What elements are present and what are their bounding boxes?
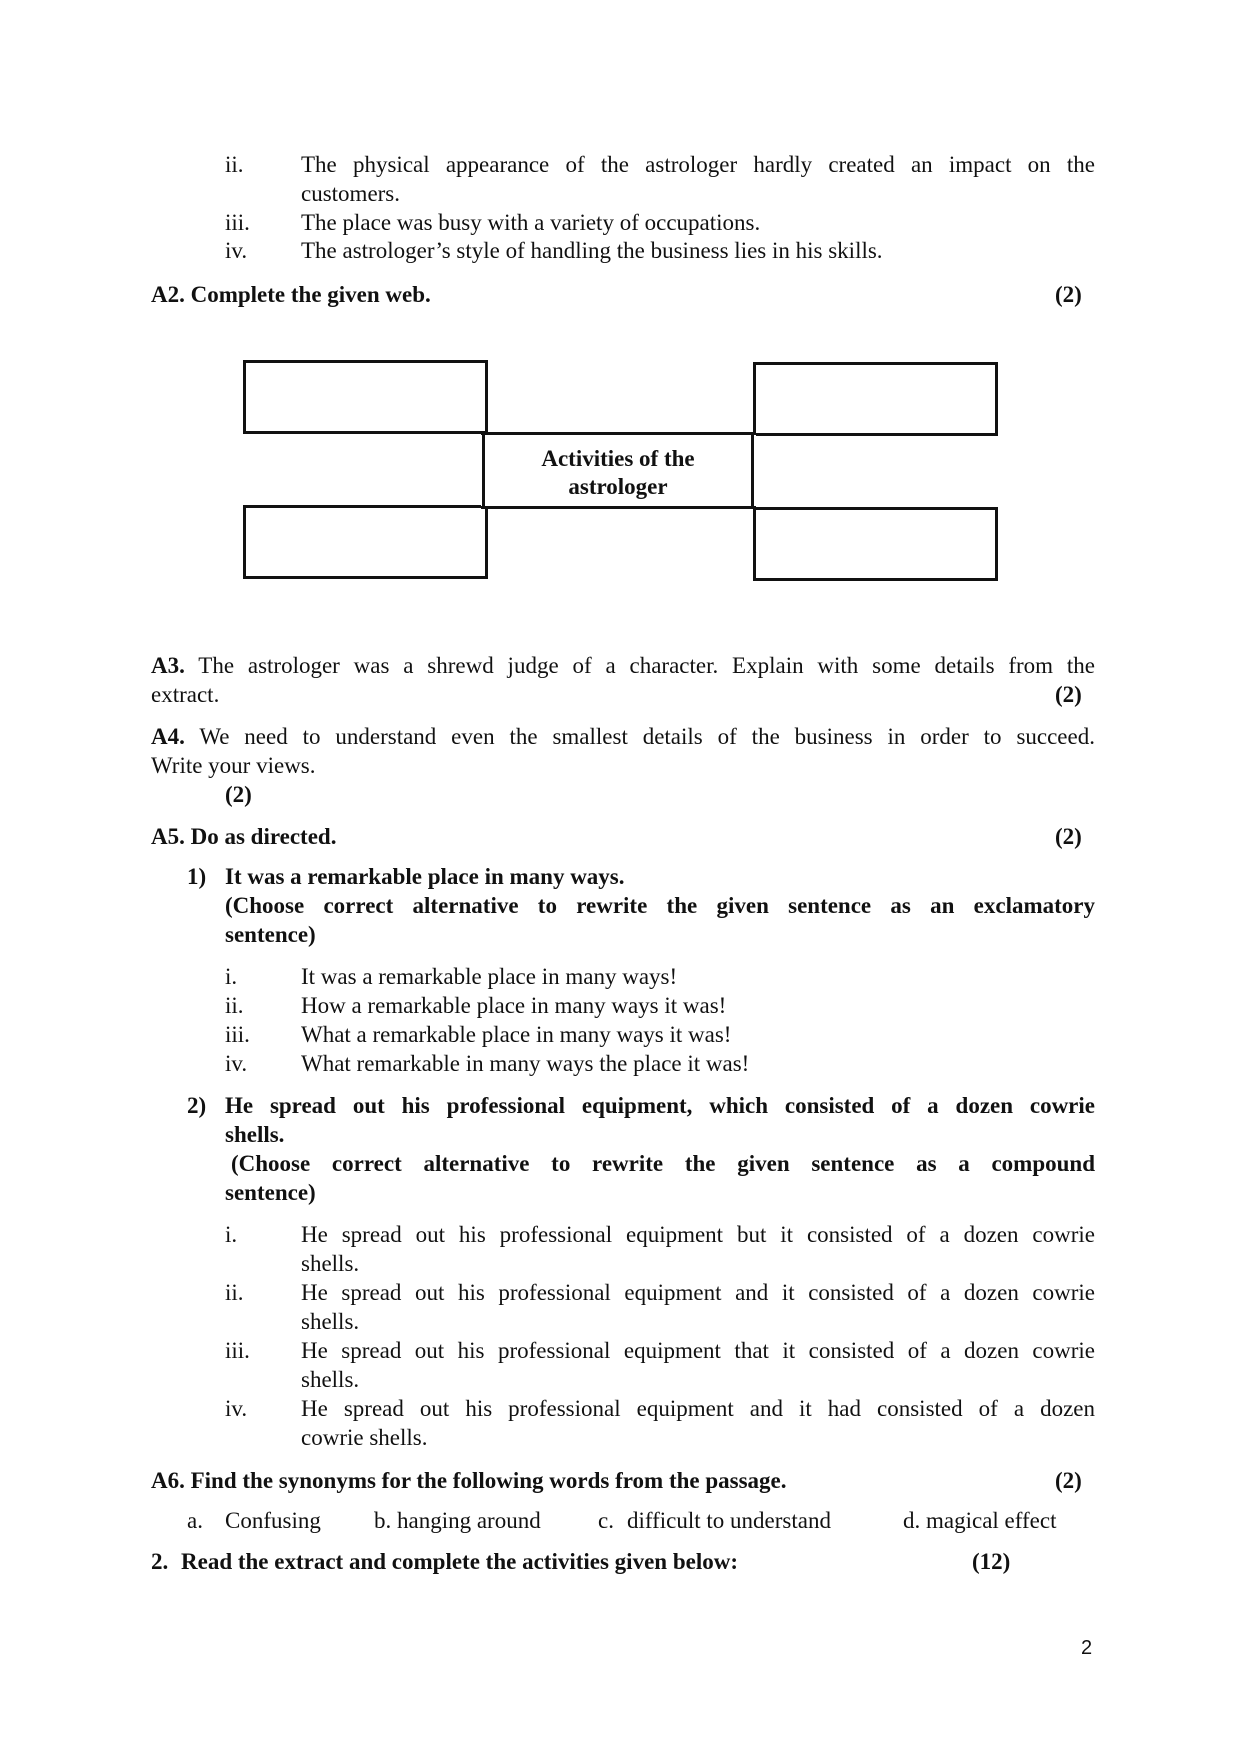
section2-text: Read the extract and complete the activities given below: (181, 1549, 738, 1574)
a6-word: d. magical effect (903, 1508, 1057, 1533)
a6-word: difficult to understand (627, 1508, 831, 1533)
web-box-bottom-right (753, 507, 998, 581)
a6-word-num: a. (187, 1508, 203, 1533)
a6-word-num: c. (598, 1508, 614, 1533)
a6-label: A6. Find the synonyms for the following words from the passage. (151, 1468, 787, 1493)
a5-label: A5. Do as directed. (151, 824, 337, 849)
a3-line2: extract. (151, 682, 220, 707)
option-text: It was a remarkable place in many ways! (301, 964, 678, 989)
web-center-label (485, 445, 751, 501)
a4-line1 (151, 722, 1095, 751)
a3-marks: (2) (1055, 682, 1082, 707)
list-num: ii. (225, 152, 244, 177)
page-number: 2 (1081, 1637, 1093, 1659)
option-num: i. (225, 1222, 238, 1247)
option-text: shells. (301, 1367, 360, 1392)
a6-word: b. hanging around (374, 1508, 541, 1533)
list-text: The physical appearance of the astrologer hardly created an impact on the (301, 152, 1095, 177)
section2-marks: (12) (972, 1549, 1011, 1574)
a5-q1-instruction: sentence) (225, 922, 316, 947)
option-num: iii. (225, 1022, 250, 1047)
option-text: cowrie shells. (301, 1425, 428, 1450)
section2-num: 2. (151, 1549, 169, 1574)
a4-line2: Write your views. (151, 753, 316, 778)
option-text: He spread out his professional equipment and it consisted of a dozen cowrie (301, 1280, 1095, 1305)
list-text: customers. (301, 181, 401, 206)
list-num: iv. (225, 238, 248, 263)
a4-text: We need to understand even the smallest details of the business in order to succeed. (199, 724, 1095, 749)
option-num: iv. (225, 1051, 248, 1076)
option-num: ii. (225, 993, 244, 1018)
a5-q2-sentence: shells. (225, 1122, 285, 1147)
a5-q2-instruction: sentence) (225, 1180, 316, 1205)
a6-marks: (2) (1055, 1468, 1082, 1493)
option-text: What remarkable in many ways the place it was! (301, 1051, 750, 1076)
option-text: He spread out his professional equipment but it consisted of a dozen cowrie (301, 1222, 1095, 1247)
a2-label: A2. Complete the given web. (151, 282, 431, 307)
option-text: He spread out his professional equipment and it had consisted of a dozen (301, 1396, 1095, 1421)
a5-q2-instruction: (Choose correct alternative to rewrite the given sentence as a compound (231, 1151, 1095, 1176)
a5-marks: (2) (1055, 824, 1082, 849)
option-num: iii. (225, 1338, 250, 1363)
option-num: ii. (225, 1280, 244, 1305)
a2-marks: (2) (1055, 282, 1082, 307)
a5-q1-sentence: It was a remarkable place in many ways. (225, 864, 625, 889)
option-num: iv. (225, 1396, 248, 1421)
a4-label: A4. (151, 724, 185, 749)
a5-q2-num: 2) (187, 1093, 207, 1118)
web-box-top-right (753, 362, 998, 436)
list-text: The astrologer’s style of handling the business lies in his skills. (301, 238, 883, 263)
a3-line1 (151, 651, 1095, 680)
a4-marks: (2) (225, 782, 252, 807)
list-text: The place was busy with a variety of occupations. (301, 210, 761, 235)
a5-q1-num: 1) (187, 864, 207, 889)
web-box-top-left (243, 360, 488, 434)
a3-text: The astrologer was a shrewd judge of a character. Explain with some details from the (198, 653, 1095, 678)
option-text: shells. (301, 1251, 360, 1276)
option-text: shells. (301, 1309, 360, 1334)
web-box-bottom-left (243, 505, 488, 579)
option-text: He spread out his professional equipment that it consisted of a dozen cowrie (301, 1338, 1095, 1363)
list-num: iii. (225, 210, 250, 235)
a3-label: A3. (151, 653, 185, 678)
option-text: What a remarkable place in many ways it was! (301, 1022, 732, 1047)
option-num: i. (225, 964, 238, 989)
web-center-line: astrologer (568, 474, 668, 499)
web-center-line: Activities of the (541, 446, 695, 471)
a5-q2-sentence: He spread out his professional equipment, which consisted of a dozen cowrie (225, 1093, 1095, 1118)
option-text: How a remarkable place in many ways it was! (301, 993, 727, 1018)
a5-q1-instruction: (Choose correct alternative to rewrite the given sentence as an exclamatory (225, 893, 1095, 918)
a6-word: Confusing (225, 1508, 321, 1533)
